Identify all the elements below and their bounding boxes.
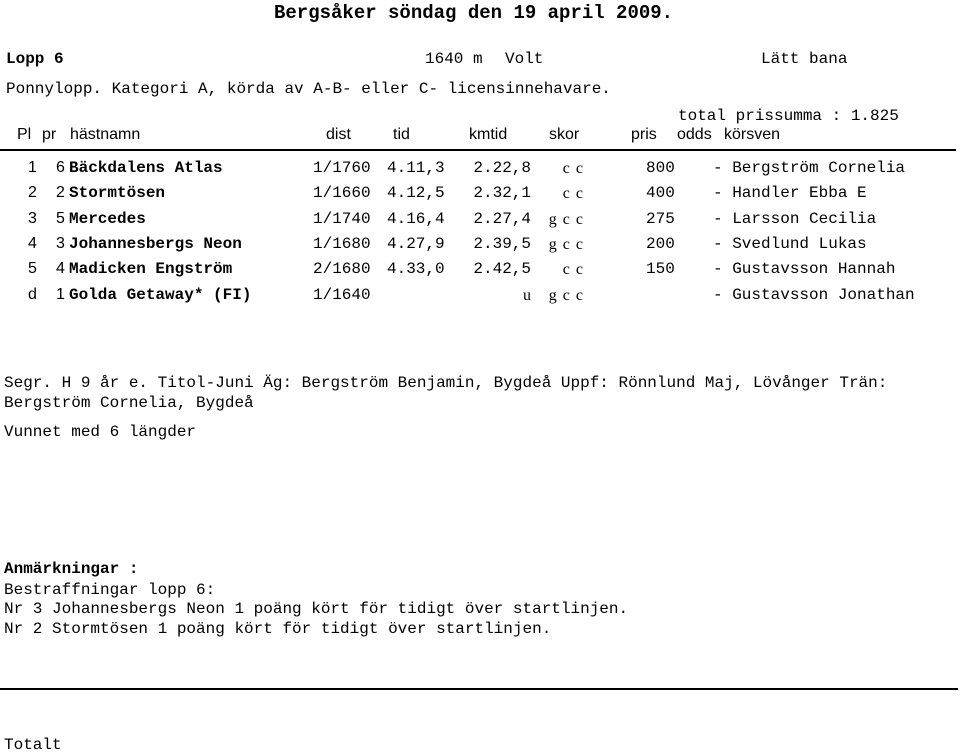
cell-skor: c c bbox=[562, 261, 584, 278]
cell-dist: 2/1680 bbox=[313, 260, 371, 278]
cell-kmtid: 2.39,5 bbox=[473, 235, 531, 253]
col-driver: körsven bbox=[724, 126, 781, 143]
remarks-heading: Anmärkningar : bbox=[4, 560, 139, 578]
cell-pris: 800 bbox=[646, 159, 675, 177]
cell-driver: - Gustavsson Hannah bbox=[713, 260, 896, 278]
winner-info-line1: Segr. H 9 år e. Titol-Juni Äg: Bergström Benjamin, Bygdeå Uppf: Rönnlund Maj, Lövånger Trän: bbox=[4, 374, 888, 392]
cell-tid: 4.11,3 bbox=[387, 159, 445, 177]
cell-pris: 400 bbox=[646, 184, 675, 202]
cell-tid: 4.27,9 bbox=[387, 235, 445, 253]
col-pr: pr bbox=[42, 126, 57, 143]
total-prize: total prissumma : 1.825 bbox=[678, 107, 899, 125]
col-horse: hästnamn bbox=[70, 126, 141, 143]
cell-horse: Mercedes bbox=[69, 210, 146, 228]
cell-skor: c c bbox=[562, 185, 584, 202]
cell-kmtid: u bbox=[523, 287, 531, 304]
cell-pr: 1 bbox=[56, 286, 65, 303]
cell-pris: 275 bbox=[646, 210, 675, 228]
cell-pr: 3 bbox=[56, 235, 65, 252]
cell-horse: Bäckdalens Atlas bbox=[69, 159, 223, 177]
col-pris: pris bbox=[631, 126, 657, 143]
totalt-label: Totalt bbox=[4, 736, 62, 754]
cell-pl: 4 bbox=[28, 235, 37, 252]
cell-pris: 200 bbox=[646, 235, 675, 253]
col-skor: skor bbox=[549, 126, 580, 143]
col-kmtid: kmtid bbox=[469, 126, 508, 143]
cell-tid: 4.16,4 bbox=[387, 210, 445, 228]
cell-pl: d bbox=[28, 286, 37, 303]
col-odds: odds bbox=[677, 126, 712, 143]
remarks-line: Nr 3 Johannesbergs Neon 1 poäng kört för tidigt över startlinjen. bbox=[4, 600, 629, 618]
cell-driver: - Bergström Cornelia bbox=[713, 159, 906, 177]
cell-horse: Golda Getaway* (FI) bbox=[69, 286, 252, 304]
cell-skor: g c c bbox=[548, 211, 584, 228]
cell-driver: - Svedlund Lukas bbox=[713, 235, 867, 253]
cell-pr: 4 bbox=[56, 260, 65, 277]
cell-driver: - Larsson Cecilia bbox=[713, 210, 877, 228]
race-label: Lopp 6 bbox=[6, 50, 64, 68]
cell-dist: 1/1680 bbox=[313, 235, 371, 253]
cell-pl: 3 bbox=[28, 210, 37, 227]
page-title: Bergsåker söndag den 19 april 2009. bbox=[274, 2, 674, 24]
cell-kmtid: 2.27,4 bbox=[473, 210, 531, 228]
cell-pr: 2 bbox=[56, 184, 65, 201]
remarks-line: Nr 2 Stormtösen 1 poäng kört för tidigt över startlinjen. bbox=[4, 620, 552, 638]
race-start-type: Volt bbox=[505, 50, 544, 68]
winner-info-line2: Bergström Cornelia, Bygdeå bbox=[4, 394, 254, 412]
remarks-line: Bestraffningar lopp 6: bbox=[4, 581, 216, 599]
cell-skor: g c c bbox=[548, 287, 584, 304]
cell-pris: 150 bbox=[646, 260, 675, 278]
cell-pr: 6 bbox=[56, 159, 65, 176]
cell-dist: 1/1640 bbox=[313, 286, 371, 304]
race-track: Lätt bana bbox=[761, 50, 848, 68]
cell-pl: 1 bbox=[28, 159, 37, 176]
race-description: Ponnylopp. Kategori A, körda av A-B- eller C- licensinnehavare. bbox=[6, 80, 611, 98]
cell-kmtid: 2.32,1 bbox=[473, 184, 531, 202]
cell-skor: c c bbox=[562, 160, 584, 177]
cell-horse: Madicken Engström bbox=[69, 260, 233, 278]
cell-kmtid: 2.22,8 bbox=[473, 159, 531, 177]
cell-skor: g c c bbox=[548, 236, 584, 253]
race-distance: 1640 m bbox=[425, 50, 483, 68]
cell-pl: 5 bbox=[28, 260, 37, 277]
cell-tid: 4.12,5 bbox=[387, 184, 445, 202]
col-pl: Pl bbox=[17, 126, 32, 143]
cell-tid: 4.33,0 bbox=[387, 260, 445, 278]
cell-driver: - Handler Ebba E bbox=[713, 184, 867, 202]
col-dist: dist bbox=[326, 126, 351, 143]
cell-dist: 1/1660 bbox=[313, 184, 371, 202]
cell-pr: 5 bbox=[56, 210, 65, 227]
cell-dist: 1/1740 bbox=[313, 210, 371, 228]
cell-dist: 1/1760 bbox=[313, 159, 371, 177]
header-divider bbox=[0, 149, 956, 151]
cell-pl: 2 bbox=[28, 184, 37, 201]
cell-horse: Johannesbergs Neon bbox=[69, 235, 242, 253]
cell-kmtid: 2.42,5 bbox=[473, 260, 531, 278]
col-tid: tid bbox=[393, 126, 410, 143]
footer-divider bbox=[0, 688, 958, 690]
cell-driver: - Gustavsson Jonathan bbox=[713, 286, 915, 304]
winning-margin: Vunnet med 6 längder bbox=[4, 423, 197, 441]
cell-horse: Stormtösen bbox=[69, 184, 166, 202]
